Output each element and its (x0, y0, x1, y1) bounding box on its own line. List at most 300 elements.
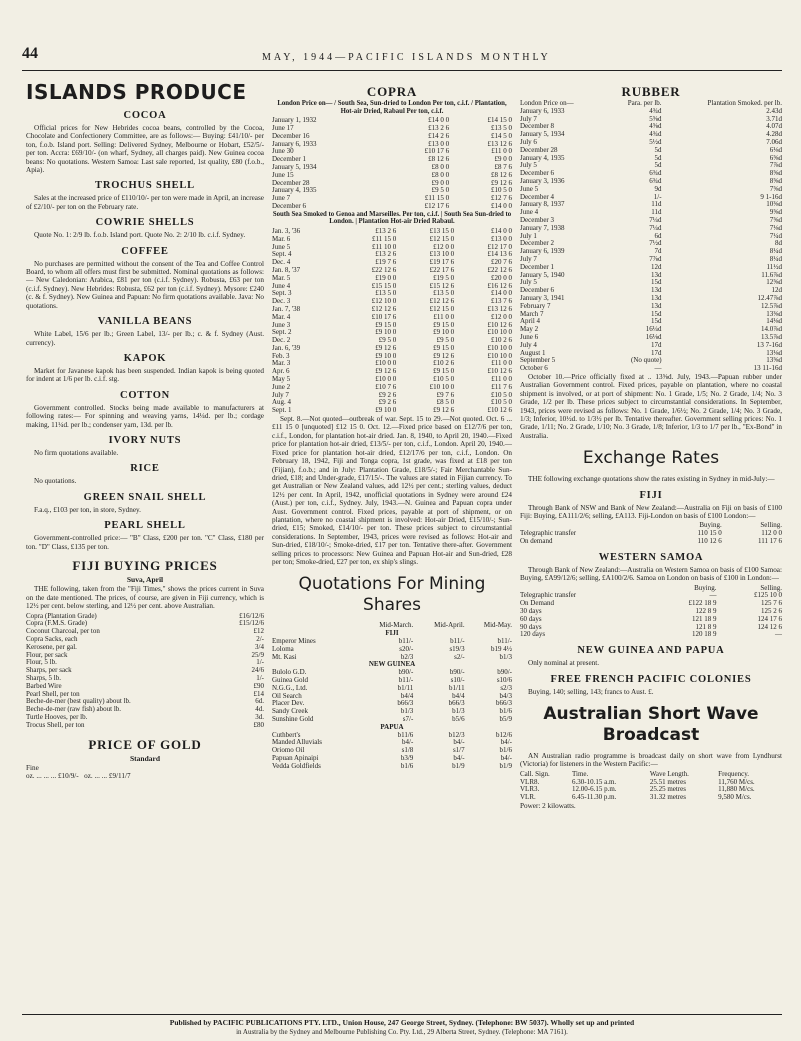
rubber-row-cell: 11.6⅞d (761, 270, 782, 279)
copra-row-cell: Dec. 3 (272, 297, 291, 306)
rubber-row-cell: 7¼d (649, 215, 662, 224)
samoa-rate-row-cell: 124 12 6 (757, 622, 782, 631)
rubber-row-cell: July 1 (520, 231, 537, 240)
rubber-row-cell: 4¾d (649, 130, 662, 139)
samoa-rate-row-cell: 124 17 6 (757, 614, 782, 623)
pearl-heading: PEARL SHELL (104, 520, 186, 532)
fiji-rate-row-cell: Telegraphic transfer (520, 529, 577, 538)
rubber-row-cell: 12d (771, 286, 782, 295)
copra-row-cell: Dec. 2 (272, 336, 291, 345)
fiji-price-row-cell: 1/- (256, 658, 264, 667)
copra-row-cell: £8 0 0 (431, 170, 450, 179)
copra-row-cell: £13 0 0 (491, 234, 512, 243)
mining-cell: b12/3 (448, 730, 465, 739)
copra-row-cell: £9 2 6 (378, 390, 397, 399)
mining-group-heading: FIJI (385, 629, 399, 638)
copra-row (272, 195, 512, 203)
mining-cell: b4/4 (452, 691, 465, 700)
cotton-text: Government controlled. Stocks being made available to manufacturers at following rates:— For spinning and weaving yarns, 14¼d. per lb.; cordage making, 11¼d. per lb.; condenser yarn, 13d. per lb. (26, 403, 264, 429)
copra-row-cell: £9 0 0 (431, 178, 450, 187)
fiji-price-row-cell: Sharps, 5 lb. (26, 673, 61, 682)
mining-cell: b1/6 (499, 707, 512, 716)
mining-col-blank (272, 622, 356, 630)
copra-row-cell: £9 5 0 (436, 336, 455, 345)
mining-cell: Sunshine Gold (272, 714, 314, 723)
copra-row-cell: June 7 (272, 194, 291, 203)
rubber-row-cell: 7.06d (766, 137, 782, 146)
copra-row-cell: June 17 (272, 123, 294, 132)
copra-row-cell: £14 0 0 (491, 226, 512, 235)
fiji-rates-table (520, 522, 782, 545)
samoa-rate-row-cell: 60 days (520, 614, 542, 623)
copra-row-cell: £13 7 6 (491, 297, 512, 306)
mining-cell: Guinea Gold (272, 675, 308, 684)
rates-col: Buying. (699, 521, 722, 530)
mining-cell: b11/- (398, 675, 414, 684)
rubber-row-cell: January 5, 1940 (520, 270, 565, 279)
mining-cell: b11/6 (397, 730, 414, 739)
rubber-row-cell: May 2 (520, 325, 539, 334)
copra-row-cell: £11 0 0 (491, 375, 512, 384)
copra-row-cell: £10 5 0 (491, 186, 512, 195)
rubber-row-cell: 9 1-16d (760, 192, 782, 201)
rubber-col: Plantation Smoked. per lb. (707, 99, 782, 107)
copra-row-cell: £10 10 0 (487, 351, 512, 360)
copra-row-cell: £13 12 6 (487, 139, 512, 148)
copra-row-cell: Jan. 7, '38 (272, 304, 301, 313)
mining-cell: b4/- (453, 753, 465, 762)
copra-row (272, 164, 512, 172)
fiji-price-row-cell: 25/9 (251, 650, 264, 659)
mining-cell: b1/3 (452, 707, 465, 716)
rates-col: Buying. (694, 583, 717, 592)
wave-table (520, 771, 782, 802)
mining-cell: b4/4 (400, 691, 414, 700)
footer-line-2: in Australia by the Sydney and Melbourne Publishing Co. Pty. Ltd., 29 Alberta Street, Sydney. (Telephone: MA 7161). (236, 1028, 568, 1036)
samoa-heading: WESTERN SAMOA (598, 551, 704, 563)
rubber-row-cell: — (654, 364, 662, 373)
mining-row (272, 677, 512, 685)
mining-cell: b12/6 (496, 730, 512, 739)
cocoa-heading: COCOA (123, 110, 167, 121)
samoa-rate-row (520, 624, 782, 632)
samoa-rate-row-cell: 122 8 9 (695, 606, 717, 615)
coffee-text: No purchases are permitted without the consent of the Tea and Coffee Control Board, to whom all offers must first be submitted. Nominal quotations as follows:— New Caledonian: Arabica, £81 per ton (c.i.f. Sydney). Robusta, £63 per ton (c.i.f. Sydney). New Hebrides: Robusta, £62 per ton (c.i.f. Sydney). Mysore: £240 (c. & f. Sydney). New Guinea and Papuan: No firm quotations available. Java: No quotations. (26, 259, 264, 310)
rubber-row (520, 139, 782, 147)
copra-row-cell: £10 17 6 (371, 312, 397, 321)
mining-cell: b2/3 (400, 652, 414, 661)
copra-row-cell: July 7 (272, 390, 289, 399)
copra-row (272, 141, 512, 149)
rubber-row-cell: 5d (654, 145, 662, 154)
rubber-row-cell: July 6 (520, 137, 537, 146)
fiji-rate-row-cell: 111 17 6 (758, 536, 782, 545)
samoa-rate-row (520, 608, 782, 616)
rubber-row (520, 365, 782, 373)
coffee-heading: COFFEE (121, 245, 169, 257)
rates-col: Selling. (760, 521, 782, 530)
copra-row-cell: £13 15 0 (429, 226, 455, 235)
copra-row-cell: £10 0 0 (375, 359, 397, 368)
rubber-row-cell: January 6, 1933 (520, 106, 565, 115)
rubber-row-cell: 13d (651, 270, 662, 279)
copra-row-cell: £12 12 6 (429, 297, 455, 306)
footer-line-1: Published by PACIFIC PUBLICATIONS PTY. LTD., Union House, 247 George Street, Sydney. (Telephone: BW 5037). Wholly set up and printed (169, 1018, 635, 1027)
rubber-row-cell: (No quote) (631, 356, 662, 365)
mining-cell: b4/- (500, 738, 512, 747)
mining-cell: Placer Dev. (272, 699, 305, 708)
rubber-col: Para. per lb. (627, 99, 662, 107)
copra-row-cell: Apr. 6 (272, 367, 290, 376)
copra-row-cell: £12 17 0 (487, 242, 512, 251)
wave-col: Wave Length. (649, 769, 689, 778)
wave-row-cell: 9,580 M/cs. (718, 793, 752, 802)
trochus-text: Sales at the increased price of £110/10/- per ton were made in April, an increase of £2/10/- per ton on the February rate. (26, 194, 264, 211)
copra-row-cell: Sept. 3 (272, 289, 292, 298)
page-header (22, 45, 782, 66)
copra-row-cell: £13 5 0 (433, 289, 455, 298)
rubber-row-cell: 6⅝d (769, 153, 782, 162)
page-number: 44 (22, 45, 38, 62)
mining-cell: b4/- (500, 753, 512, 762)
samoa-rate-row-cell: 121 8 9 (695, 622, 717, 631)
french-text: Buying, 140; selling, 143; francs to Aust. £. (528, 687, 654, 696)
fiji-price-row (26, 667, 264, 675)
copra-row-cell: £19 7 6 (375, 258, 397, 267)
copra-row-cell: Jan. 8, '37 (272, 265, 301, 274)
samoa-rate-row-cell: On Demand (520, 599, 555, 608)
fiji-price-row-cell: 2/- (256, 634, 264, 643)
mining-group-row (272, 724, 512, 732)
copra-row-cell: £10 2 6 (491, 336, 512, 345)
fiji-price-row-cell: £14 (253, 689, 264, 698)
mining-row (272, 685, 512, 693)
rubber-row-cell: 5d (654, 161, 662, 170)
cowrie-heading: COWRIE SHELLS (95, 217, 195, 229)
cowrie-text: Quote No. 1: 2/9 lb. f.o.b. Island port. Quote No. 2: 2/10 lb. c.i.f. Sydney. (34, 231, 246, 240)
fiji-rate-row-cell: On demand (520, 536, 553, 545)
copra-row-cell: £10 12 6 (487, 367, 512, 376)
rubber-row-cell: June 6 (520, 332, 539, 341)
copra-row-cell: Sept. 1 (272, 406, 292, 415)
rubber-row-cell: January 3, 1941 (520, 293, 565, 302)
mining-col: Mid-March. (379, 621, 414, 630)
mining-cell: Papuan Apinaipi (272, 753, 319, 762)
copra-row-cell: £10 2 6 (433, 359, 455, 368)
samoa-rate-row (520, 631, 782, 639)
copra-row-cell: £9 15 0 (433, 343, 455, 352)
copra-row-cell: £11 0 0 (491, 359, 512, 368)
fiji-rate-row (520, 538, 782, 546)
wave-row-cell: 6.45-11.30 p.m. (572, 793, 617, 802)
mining-row (272, 693, 512, 701)
copra-row-cell: £14 2 6 (428, 131, 450, 140)
mining-cell: b5/6 (452, 714, 465, 723)
copra-row-cell: £10 10 0 (487, 328, 512, 337)
ngp-heading: NEW GUINEA AND PAPUA (577, 645, 725, 657)
mining-cell: b90/- (398, 668, 414, 677)
copra-row-cell: £14 0 0 (491, 289, 512, 298)
copra-row-cell: Jan. 6, '39 (272, 343, 301, 352)
mining-cell: Cuthbert's (272, 730, 301, 739)
mining-cell: s20/- (399, 644, 414, 653)
rubber-row-cell: 7⅝d (769, 184, 782, 193)
samoa-rate-row (520, 592, 782, 600)
fiji-price-row (26, 652, 264, 660)
fiji-price-row-cell: 3/4 (255, 642, 264, 651)
mining-cell: s19/3 (449, 644, 465, 653)
samoa-rate-row (520, 616, 782, 624)
copra-row-cell: £10 10 0 (487, 343, 512, 352)
mining-cell: b90/- (449, 668, 465, 677)
rubber-row-cell: January 4, 1935 (520, 153, 565, 162)
copra-row-cell: £9 5 0 (431, 186, 450, 195)
ivory-heading: IVORY NUTS (108, 434, 182, 446)
mining-cell: b5/9 (499, 714, 512, 723)
copra-row-cell: £13 12 6 (487, 304, 512, 313)
copra-row-cell: January 4, 1935 (272, 186, 317, 195)
wave-row-cell: 25.51 metres (649, 777, 687, 786)
rubber-row-cell: 13.5⅞d (761, 332, 782, 341)
rubber-row-cell: 17d (651, 348, 662, 357)
fiji-buying-text: THE following, taken from the "Fiji Times," shows the prices current in Suva on the date mentioned. The prices, of course, are given in Fiji currency, which is 12½ per cent. below sterling, and 12½ per cent. above Australian. (26, 585, 264, 611)
rates-col: Selling. (760, 583, 782, 592)
green-snail-text: F.a.q., £103 per ton, in store, Sydney. (34, 505, 141, 514)
copra-row-cell: £8 5 0 (436, 398, 455, 407)
copra-row-cell: £11 0 0 (491, 147, 512, 156)
fiji-prices-table (26, 613, 264, 730)
copra-row-cell: £12 15 0 (429, 304, 455, 313)
samoa-rates-table (520, 585, 782, 640)
wave-row-cell: 12.00-6.15 p.m. (572, 785, 617, 794)
trochus-heading: TROCHUS SHELL (95, 180, 195, 192)
mining-cell: Emperor Mines (272, 636, 316, 645)
copra-row-cell: Dec. 4 (272, 258, 291, 267)
rubber-row-cell: 12⅝d (766, 278, 782, 287)
mining-row (272, 763, 512, 771)
rubber-row-cell: 6⅛d (769, 145, 782, 154)
fiji-price-row-cell: Pearl Shell, per ton (26, 689, 80, 698)
rubber-row (520, 186, 782, 194)
copra-row-cell: £8 12 6 (428, 155, 450, 164)
mining-cell: b1/9 (452, 761, 465, 770)
rubber-row-cell: 11½d (766, 262, 782, 271)
fiji-price-row-cell: £16/12/6 (239, 611, 264, 620)
copra-row-cell: Mar. 5 (272, 273, 291, 282)
mining-cell: Sandy Creek (272, 707, 308, 716)
wave-row-cell: 31.32 metres (649, 793, 687, 802)
copra-row-cell: Sept. 2 (272, 328, 292, 337)
mining-cell: Oriomo Oil (272, 746, 305, 755)
fiji-price-row-cell: Barbed Wire (26, 681, 62, 690)
rubber-row-cell: December 28 (520, 145, 558, 154)
rubber-row-cell: 7⅛d (769, 223, 782, 232)
mining-cell: b1/11 (448, 683, 465, 692)
rubber-row-cell: January 3, 1936 (520, 176, 565, 185)
rice-text: No quotations. (34, 477, 77, 486)
mining-cell: b1/3 (400, 707, 414, 716)
copra-row-cell: June 4 (272, 281, 291, 290)
wave-col: Call. Sign. (520, 769, 550, 778)
rubber-row-cell: 6d (654, 231, 662, 240)
copra-row-cell: £10 10 0 (429, 382, 455, 391)
copra-row-cell: Jan. 3, '36 (272, 226, 301, 235)
rubber-row-cell: 13 7-16d (756, 340, 782, 349)
rubber-row-cell: December 1 (520, 262, 555, 271)
fiji-price-row (26, 675, 264, 683)
mining-cell: Mt. Kasi (272, 652, 297, 661)
wave-col: Time. (572, 769, 589, 778)
rubber-row-cell: October 6 (520, 364, 548, 373)
samoa-rate-row (520, 600, 782, 608)
rubber-row-cell: December 4 (520, 192, 555, 201)
wave-row-cell: 25.25 metres (649, 785, 687, 794)
mining-cell: Bulolo G.D. (272, 668, 307, 677)
copra-row-cell: £9 12 6 (433, 351, 455, 360)
gold-fine-value: oz. ... ... ... £10/9/- (26, 772, 79, 781)
samoa-text: Through Bank of New Zealand:—Australia on Western Samoa on basis of £100 Samoa: Buying, £A99/12/6; selling, £A100/2/6. Samoa on London on basis of £100 in London:— (520, 565, 782, 583)
french-heading: FREE FRENCH PACIFIC COLONIES (550, 673, 752, 685)
copra-row-cell: £12 7 6 (491, 194, 512, 203)
copra-row-cell: £13 2 6 (428, 123, 450, 132)
islands-produce-heading: ISLANDS PRODUCE (26, 80, 247, 104)
mining-group-heading: NEW GUINEA (368, 660, 416, 669)
rubber-row-cell: August 1 (520, 348, 546, 357)
copra-row-cell: £9 12 6 (375, 367, 397, 376)
wave-row (520, 794, 782, 802)
fiji-rate-row-cell: 110 12 6 (697, 536, 722, 545)
copra-row-cell: £22 17 6 (429, 265, 455, 274)
rubber-row-cell: July 5 (520, 278, 537, 287)
copra-row-cell: £9 5 0 (378, 336, 397, 345)
mining-cell: s1/8 (401, 746, 414, 755)
mining-cell: b19 4½ (491, 644, 512, 653)
copra-row-cell: £13 5 0 (491, 123, 512, 132)
mining-col: Mid-April. (434, 621, 465, 630)
copra-row-cell: £11 15 0 (371, 234, 397, 243)
samoa-rate-row-cell: 120 18 9 (692, 630, 717, 639)
fiji-price-row-cell: 6d. (255, 697, 264, 706)
rubber-row-cell: February 7 (520, 301, 551, 310)
mining-heading: Quotations For Mining Shares (298, 574, 486, 616)
rubber-row-cell: 14.0⅞d (761, 325, 782, 334)
copra-row-cell: January 5, 1934 (272, 162, 317, 171)
copra-row-cell: £9 12 6 (375, 343, 397, 352)
rubber-row-cell: 12d (651, 262, 662, 271)
suva-dateline: Suva, April (126, 574, 164, 584)
vanilla-text: White Label, 15/6 per lb.; Green Label, 13/- per lb.; c. & f. Sydney (Aust. currency). (26, 330, 264, 347)
rubber-row-cell: 3.71d (766, 114, 782, 123)
fiji-price-row-cell: £80 (253, 720, 264, 729)
vanilla-heading: VANILLA BEANS (97, 316, 193, 328)
fiji-price-row-cell: Sharps, per sack (26, 666, 72, 675)
fiji-price-row-cell: £90 (253, 681, 264, 690)
copra-row-cell: £8 0 0 (431, 162, 450, 171)
rubber-row-cell: 2.43d (766, 106, 782, 115)
rubber-row-cell: January 8, 1937 (520, 200, 565, 209)
copra-row (272, 117, 512, 125)
mining-cell: b4/- (402, 738, 414, 747)
rubber-row-cell: 12.5⅞d (761, 301, 782, 310)
copra-row-cell: £10 12 6 (487, 406, 512, 415)
copra-row-cell: £10 5 0 (433, 375, 455, 384)
cocoa-text: Official prices for New Hebrides cocoa beans, controlled by the Cocoa, Chocolate and Confectionery Committee, are as follows:— Buying: £41/10/- per ton, f.o.b. Island port. Selling: Delivered Sydney, Melbourne or Hobart, £52/5/- per ton. Accra: £69/10/- (on wharf, Sydney, all charges paid). New Guinea cocoa beans: No quotations. Western Samoa: Last sale reported, 1st quality, £80 (f.o.b., Apia). (26, 124, 264, 175)
mining-cell: b11/- (450, 636, 465, 645)
rubber-row-cell: July 4 (520, 340, 537, 349)
rubber-row-cell: 15d (651, 278, 662, 287)
fiji-price-row-cell: Copra (Plantation Grade) (26, 611, 97, 620)
mining-cell: b1/6 (499, 746, 512, 755)
rubber-row-cell: 5½d (649, 137, 662, 146)
mining-cell: N.G.G., Ltd. (272, 683, 308, 692)
copra-row-cell: Mar. 4 (272, 312, 291, 321)
copra-row-cell: December 1 (272, 155, 307, 164)
gold-row (26, 772, 264, 780)
copra-row-cell: £14 0 0 (491, 201, 512, 210)
mining-cell: b1/11 (397, 683, 414, 692)
wave-row-cell: VLR3. (520, 785, 540, 794)
mining-cell: b11/- (497, 636, 512, 645)
rubber-col: London Price on— (520, 99, 574, 107)
wave-row-cell: VLR. (520, 793, 536, 802)
ngp-text: Only nominal at present. (528, 659, 600, 668)
rubber-row-cell: 13d (651, 301, 662, 310)
mining-group-row (272, 661, 512, 669)
rubber-row-cell: 8⅝d (769, 176, 782, 185)
fiji-price-row-cell: Turtle Hooves, per lb. (26, 712, 88, 721)
mining-cell: b3/9 (400, 753, 414, 762)
rubber-row-cell: 5⅝d (649, 114, 662, 123)
cotton-heading: COTTON (119, 389, 171, 401)
copra-row (272, 407, 512, 415)
copra-row-cell: £12 10 0 (371, 297, 397, 306)
wave-text: AN Australian radio programme is broadcast daily on short wave from Lyndhurst (Victoria) for listeners in the Western Pacific:— (520, 751, 782, 769)
rubber-row-cell: June 4 (520, 208, 539, 217)
left-column (26, 80, 264, 960)
copra-row-cell: December 6 (272, 201, 307, 210)
rubber-row-cell: 9d (654, 184, 662, 193)
fiji-price-row-cell: Copra (F.M.S. Grade) (26, 619, 88, 628)
gold-heading: PRICE OF GOLD (88, 736, 202, 752)
copra-row-cell: £12 17 6 (424, 201, 450, 210)
samoa-rate-row-cell: £122 18 9 (688, 599, 717, 608)
mining-cell: Oil Search (272, 691, 302, 700)
wave-row-cell: 11,760 M/cs. (718, 777, 755, 786)
rubber-row-cell: 13d (651, 286, 662, 295)
copra-row-cell: £14 15 0 (487, 116, 512, 125)
fiji-buying-heading: FIJI BUYING PRICES (72, 557, 218, 573)
copra-row-cell: Mar. 6 (272, 234, 291, 243)
copra-row-cell: £10 12 6 (487, 320, 512, 329)
fiji-price-row-cell: Kerosene, per gal. (26, 642, 77, 651)
samoa-rate-row-cell: — (775, 630, 782, 639)
copra-row-cell: June 30 (272, 147, 294, 156)
mining-cell: b66/3 (448, 699, 465, 708)
copra-row-cell: £10 17 6 (424, 147, 450, 156)
rubber-row-cell: 4⅝d (649, 122, 662, 131)
copra-row-cell: May 5 (272, 375, 291, 384)
fiji-price-row-cell: Beche-de-mer (raw fish) about lb. (26, 705, 122, 714)
copra-row-cell: £13 0 0 (428, 139, 450, 148)
copra-row-cell: £10 0 0 (375, 375, 397, 384)
footer-rule (22, 1014, 782, 1015)
rubber-row-cell: April 4 (520, 317, 541, 326)
rubber-row-cell: 13⅜d (766, 309, 782, 318)
copra-row (272, 148, 512, 156)
rubber-row-cell: 4.07d (766, 122, 782, 131)
header-rule (22, 70, 782, 71)
rubber-row-cell: January 7, 1938 (520, 223, 565, 232)
